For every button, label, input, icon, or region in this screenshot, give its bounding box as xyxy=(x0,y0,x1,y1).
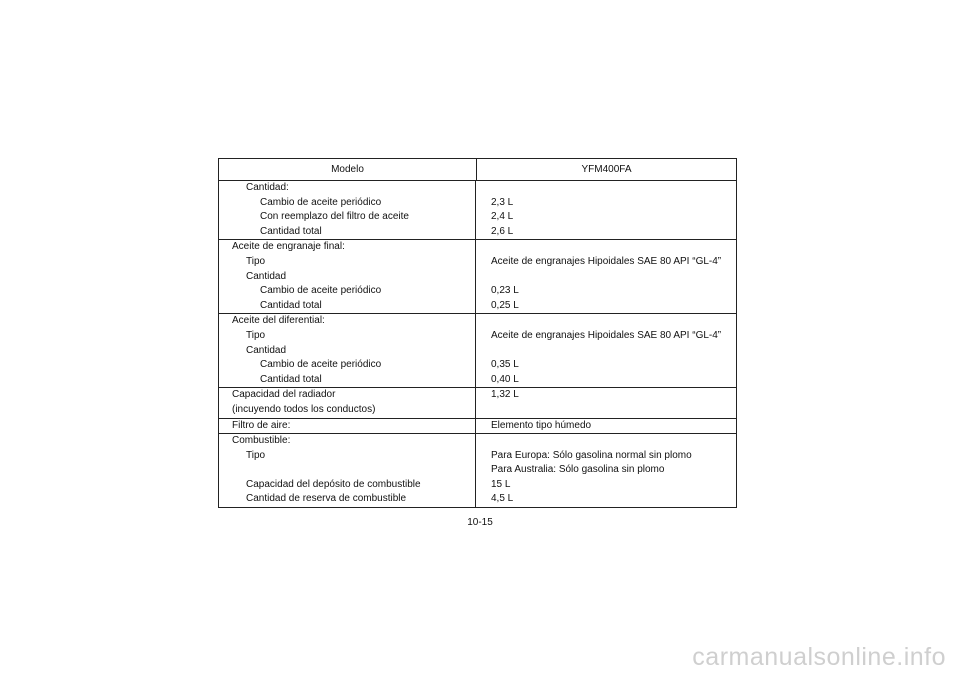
row-value: 2,4 L xyxy=(491,211,514,223)
row-value: Aceite de engranajes Hipoidales SAE 80 API “GL-4” xyxy=(491,255,722,267)
table-row xyxy=(219,388,736,403)
row-label: Cantidad total xyxy=(219,225,476,240)
row-value: 0,23 L xyxy=(491,285,519,297)
row-label: Tipo xyxy=(219,329,476,344)
row-label: Cantidad xyxy=(219,344,476,359)
section-air-filter xyxy=(219,419,736,435)
table-row xyxy=(219,225,736,240)
section-radiator-capacity xyxy=(219,388,736,418)
row-label: Cantidad total xyxy=(219,299,476,314)
table-row xyxy=(219,358,736,373)
row-value xyxy=(476,181,736,196)
row-value: 2,6 L xyxy=(491,225,514,237)
table-row xyxy=(219,434,736,449)
table-row xyxy=(219,270,736,285)
table-header xyxy=(219,159,736,181)
row-label: Cantidad: xyxy=(219,181,476,196)
section-final-gear-oil xyxy=(219,240,736,314)
table-row xyxy=(219,419,736,434)
row-label: Cambio de aceite periódico xyxy=(219,284,476,299)
row-value: Para Europa: Sólo gasolina normal sin plomo xyxy=(491,449,692,461)
section-engine-oil-quantity xyxy=(219,181,736,240)
row-label: Cambio de aceite periódico xyxy=(219,196,476,211)
row-label: Combustible: xyxy=(219,434,476,449)
row-value: Para Australia: Sólo gasolina sin plomo xyxy=(491,464,665,476)
section-fuel xyxy=(219,434,736,507)
row-value: Aceite de engranajes Hipoidales SAE 80 API “GL-4” xyxy=(491,329,722,341)
row-label: Cantidad de reserva de combustible xyxy=(219,492,476,507)
specifications-table xyxy=(218,158,737,508)
row-label: Cantidad xyxy=(219,270,476,285)
row-value xyxy=(476,314,736,329)
table-row xyxy=(219,210,736,225)
table-row xyxy=(219,449,736,464)
row-value: 0,35 L xyxy=(491,359,519,371)
header-model-label: Modelo xyxy=(219,159,477,180)
row-value: 4,5 L xyxy=(491,493,514,505)
row-label: Aceite de engranaje final: xyxy=(219,240,476,255)
row-value: 15 L xyxy=(491,478,511,490)
table-row xyxy=(219,478,736,493)
row-value: 2,3 L xyxy=(491,196,514,208)
table-row xyxy=(219,196,736,211)
row-label xyxy=(219,463,476,478)
table-row xyxy=(219,403,736,418)
watermark: carmanualsonline.info xyxy=(692,643,946,671)
row-label: Capacidad del radiador xyxy=(219,388,476,403)
row-value: Elemento tipo húmedo xyxy=(491,419,592,431)
section-differential-oil xyxy=(219,314,736,388)
row-label: Filtro de aire: xyxy=(219,419,476,434)
row-label: Aceite del diferential: xyxy=(219,314,476,329)
row-value xyxy=(476,344,736,359)
row-value xyxy=(476,434,736,449)
row-label: Tipo xyxy=(219,449,476,464)
table-row xyxy=(219,344,736,359)
table-row xyxy=(219,463,736,478)
row-label: Tipo xyxy=(219,255,476,270)
table-row xyxy=(219,329,736,344)
row-label: Cambio de aceite periódico xyxy=(219,358,476,373)
row-label: Cantidad total xyxy=(219,373,476,388)
table-row xyxy=(219,299,736,314)
row-value xyxy=(476,240,736,255)
header-model-value: YFM400FA xyxy=(581,164,632,175)
table-row xyxy=(219,492,736,507)
table-row xyxy=(219,373,736,388)
table-row xyxy=(219,284,736,299)
row-value: 0,25 L xyxy=(491,299,519,311)
table-row xyxy=(219,314,736,329)
row-value: 1,32 L xyxy=(491,389,519,401)
row-value xyxy=(476,270,736,285)
table-row xyxy=(219,240,736,255)
table-row xyxy=(219,181,736,196)
row-value: 0,40 L xyxy=(491,373,519,385)
row-value xyxy=(476,403,736,418)
page-number: 10-15 xyxy=(467,517,493,528)
table-row xyxy=(219,255,736,270)
row-label: (incuyendo todos los conductos) xyxy=(219,403,476,418)
row-label: Capacidad del depósito de combustible xyxy=(219,478,476,493)
row-label: Con reemplazo del filtro de aceite xyxy=(219,210,476,225)
